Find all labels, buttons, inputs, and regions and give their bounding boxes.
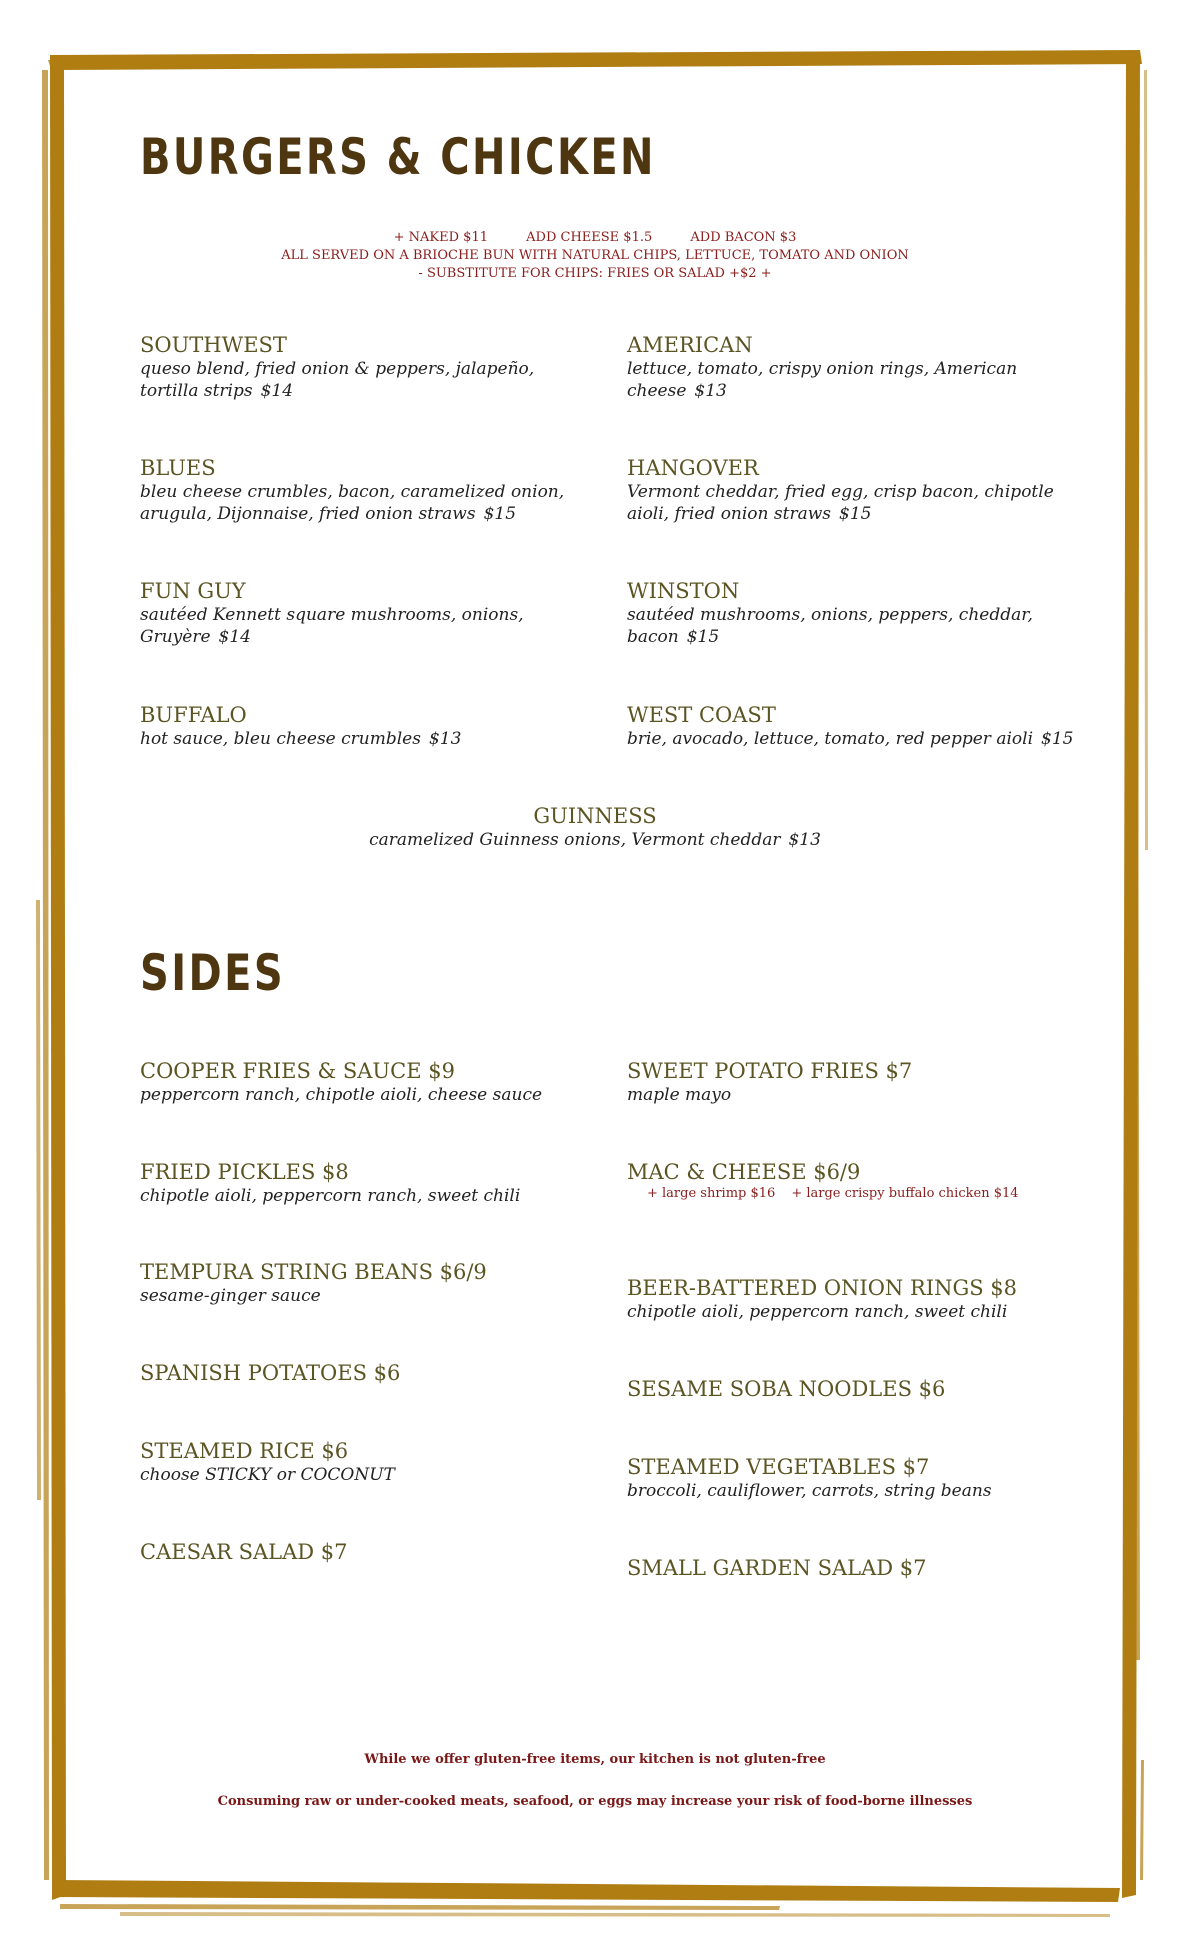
menu-item (140, 1539, 580, 1565)
item-name: GUINNESS (533, 804, 657, 828)
item-price: $14 (260, 381, 294, 401)
menu-item (140, 1058, 580, 1106)
burger-notes (0, 229, 1190, 283)
addon-bacon: ADD BACON $3 (690, 230, 797, 245)
served-note: ALL SERVED ON A BRIOCHE BUN WITH NATURAL CHIPS, LETTUCE, TOMATO AND ONION (281, 248, 909, 263)
menu-item (627, 455, 1067, 525)
menu-item (627, 1376, 1067, 1402)
gluten-disclaimer: While we offer gluten-free items, our kitchen is not gluten-free (364, 1752, 826, 1767)
item-description: chipotle aioli, peppercorn ranch, sweet chili (627, 1302, 1008, 1322)
item-price: $15 (483, 504, 517, 524)
item-name: HANGOVER (627, 456, 759, 480)
item-price: $15 (1041, 729, 1074, 749)
item-name: STEAMED RICE $6 (140, 1439, 349, 1463)
menu-item (140, 1438, 580, 1486)
sides-heading: SIDES (140, 944, 286, 1002)
burgers-heading: BURGERS & CHICKEN (140, 128, 656, 186)
item-name: MAC & CHEESE $6/9 (627, 1160, 861, 1184)
item-name: WINSTON (627, 579, 740, 603)
item-name: SPANISH POTATOES $6 (140, 1361, 401, 1385)
menu-item (627, 1159, 1107, 1203)
item-description: broccoli, cauliflower, carrots, string beans (627, 1481, 992, 1501)
item-price: $13 (694, 381, 727, 401)
item-name: BLUES (140, 456, 216, 480)
item-price: $15 (686, 627, 720, 647)
item-name: AMERICAN (627, 333, 753, 357)
menu-item (140, 1159, 580, 1207)
menu-item (140, 332, 580, 402)
item-name: CAESAR SALAD $7 (140, 1540, 348, 1564)
item-name: FUN GUY (140, 579, 246, 603)
item-description: sautéed mushrooms, onions, peppers, cheddar, bacon $15 (627, 605, 1033, 647)
item-name: STEAMED VEGETABLES $7 (627, 1455, 930, 1479)
menu-item (140, 1360, 580, 1386)
item-price: $15 (839, 504, 872, 524)
menu-item (140, 702, 580, 750)
item-name: SWEET POTATO FRIES $7 (627, 1059, 913, 1083)
item-name: SOUTHWEST (140, 333, 287, 357)
item-name: SESAME SOBA NOODLES $6 (627, 1377, 946, 1401)
raw-food-disclaimer: Consuming raw or under-cooked meats, seafood, or eggs may increase your risk of food-borne illnesses (217, 1794, 973, 1809)
extra-buffalo-chicken: + large crispy buffalo chicken $14 (791, 1186, 1019, 1201)
addon-naked: + NAKED $11 (393, 230, 488, 245)
menu-item (627, 1275, 1067, 1323)
item-name: SMALL GARDEN SALAD $7 (627, 1556, 927, 1580)
item-name: TEMPURA STRING BEANS $6/9 (140, 1260, 487, 1284)
menu-item (627, 702, 1087, 750)
item-description: caramelized Guinness onions, Vermont cheddar $13 (369, 830, 821, 850)
menu-item (245, 803, 945, 851)
substitute-note: - SUBSTITUTE FOR CHIPS: FRIES OR SALAD +$2 + (418, 266, 772, 281)
menu-item (140, 1259, 580, 1307)
item-description: queso blend, fried onion & peppers, jalapeño, tortilla strips $14 (140, 359, 535, 401)
item-description: hot sauce, bleu cheese crumbles $13 (140, 729, 462, 749)
item-description: sautéed Kennett square mushrooms, onions, Gruyère $14 (140, 605, 524, 647)
item-description: bleu cheese crumbles, bacon, caramelized onion, arugula, Dijonnaise, fried onion straws $15 (140, 482, 565, 524)
item-extras (627, 1185, 1107, 1203)
item-description: chipotle aioli, peppercorn ranch, sweet chili (140, 1186, 521, 1206)
addon-cheese: ADD CHEESE $1.5 (526, 230, 653, 245)
item-description: Vermont cheddar, fried egg, crisp bacon, chipotle aioli, fried onion straws $15 (627, 482, 1054, 524)
item-description: maple mayo (627, 1085, 732, 1105)
extra-shrimp: + large shrimp $16 (647, 1186, 776, 1201)
menu-item (140, 578, 580, 648)
item-description: choose STICKY or COCONUT (140, 1465, 395, 1485)
item-description: lettuce, tomato, crispy onion rings, American cheese $13 (627, 359, 1018, 401)
item-price: $14 (218, 627, 251, 647)
menu-item (627, 1058, 1067, 1106)
item-name: BEER-BATTERED ONION RINGS $8 (627, 1276, 1018, 1300)
item-description: brie, avocado, lettuce, tomato, red pepper aioli $15 (627, 729, 1074, 749)
menu-item (140, 455, 580, 525)
item-price: $13 (428, 729, 462, 749)
menu-item (627, 1555, 1067, 1581)
item-description: peppercorn ranch, chipotle aioli, cheese sauce (140, 1085, 543, 1105)
item-description: sesame-ginger sauce (140, 1286, 321, 1306)
menu-item (627, 578, 1067, 648)
item-price: $13 (788, 830, 821, 850)
menu-item (627, 1454, 1067, 1502)
item-name: BUFFALO (140, 703, 247, 727)
item-name: FRIED PICKLES $8 (140, 1160, 349, 1184)
item-name: COOPER FRIES & SAUCE $9 (140, 1059, 455, 1083)
addons-line (0, 229, 1190, 247)
menu-item (627, 332, 1067, 402)
item-name: WEST COAST (627, 703, 776, 727)
